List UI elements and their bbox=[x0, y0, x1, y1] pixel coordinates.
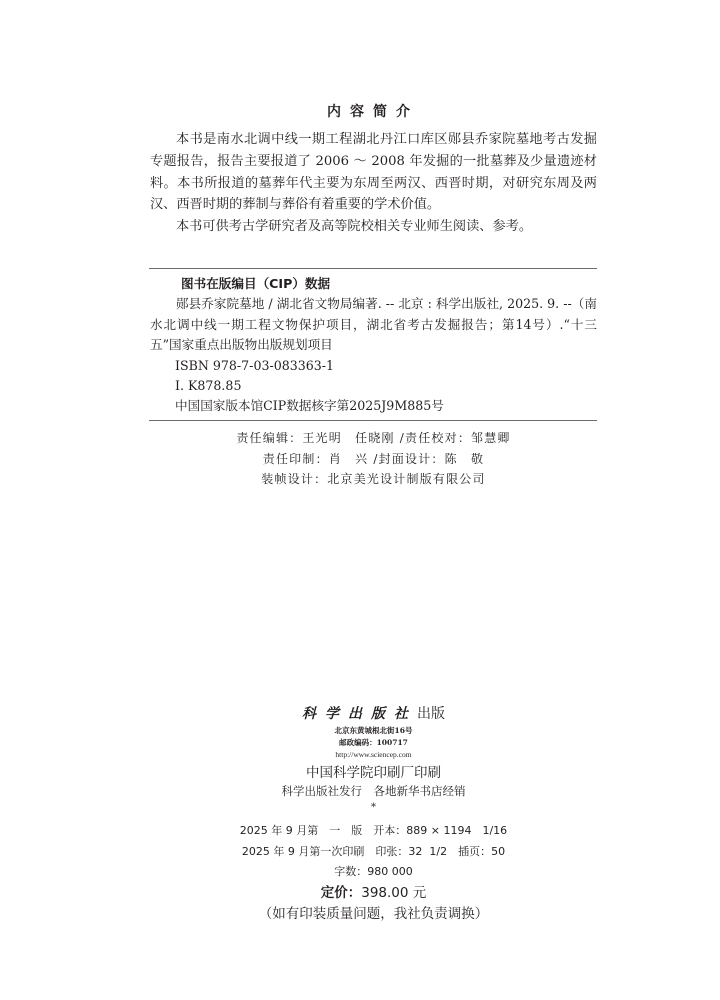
publisher-imprint bbox=[150, 704, 597, 724]
cip-block bbox=[150, 274, 597, 417]
cip-title: 图书在版编目（CIP）数据 bbox=[181, 276, 331, 291]
credits-production: 责任印制：肖 兴 /封面设计：陈 敬 bbox=[262, 451, 485, 466]
credits-block bbox=[150, 428, 597, 490]
word-count: 字数：980 000 bbox=[334, 865, 413, 878]
credits-editors: 责任编辑：王光明 任晓刚 /责任校对：邹慧卿 bbox=[236, 431, 511, 445]
divider-top bbox=[149, 268, 597, 269]
intro-paragraph: 本书是南水北调中线一期工程湖北丹江口库区郧县乔家院墓地考古发掘专题报告，报告主要报道了 2006 ～ 2008 年发掘的一批墓葬及少量遗迹材料。本书所报道的墓葬年代主要为东周至两汉、西晋时期，对研究东周及两汉、西晋时期的葬制与葬俗有着重要的学术价值。 bbox=[150, 132, 597, 213]
intro-paragraph: 本书可供考古学研究者及高等院校相关专业师生阅读、参考。 bbox=[176, 219, 533, 235]
edition-line: 2025 年 9 月第 一 版 开本：889 × 1194 1/16 bbox=[239, 824, 508, 837]
cip-classification: Ⅰ. K878.85 bbox=[175, 378, 242, 394]
distribution-line: 科学出版社发行 各地新华书店经销 bbox=[281, 784, 466, 798]
cip-number: 中国国家版本馆CIP数据核字第2025J9M885号 bbox=[175, 398, 444, 414]
publisher-logo-suffix: 出版 bbox=[417, 706, 445, 722]
intro-heading: 内容简介 bbox=[327, 104, 419, 120]
price-value: 398.00 元 bbox=[361, 885, 427, 901]
publisher-postcode: 邮政编码：100717 bbox=[339, 738, 408, 747]
publisher-logo: 科学出版社 bbox=[302, 706, 417, 722]
cip-isbn: ISBN 978-7-03-083363-1 bbox=[175, 357, 335, 373]
credits-design: 装帧设计：北京美光设计制版有限公司 bbox=[261, 472, 486, 486]
publisher-url: http://www.sciencep.com bbox=[335, 750, 412, 759]
printer-line: 中国科学院印刷厂印刷 bbox=[306, 765, 441, 781]
separator-asterisk: * bbox=[371, 802, 376, 813]
quality-notice: （如有印装质量问题，我社负责调换） bbox=[258, 906, 489, 922]
divider-bottom bbox=[149, 420, 597, 421]
cip-description: 郧县乔家院墓地 / 湖北省文物局编著. -- 北京 : 科学出版社, 2025. 9. --（南水北调中线一期工程文物保护项目，湖北省考古发掘报告；第14号）.“十三五”国家重点出版物出版规划项目 bbox=[150, 296, 597, 353]
intro-body bbox=[150, 129, 597, 238]
price-line bbox=[150, 883, 597, 903]
publisher-address: 北京东黄城根北街16号 bbox=[334, 726, 413, 735]
price-label: 定价： bbox=[320, 885, 362, 901]
printing-line: 2025 年 9 月第一次印刷 印张：32 1/2 插页：50 bbox=[241, 845, 506, 858]
